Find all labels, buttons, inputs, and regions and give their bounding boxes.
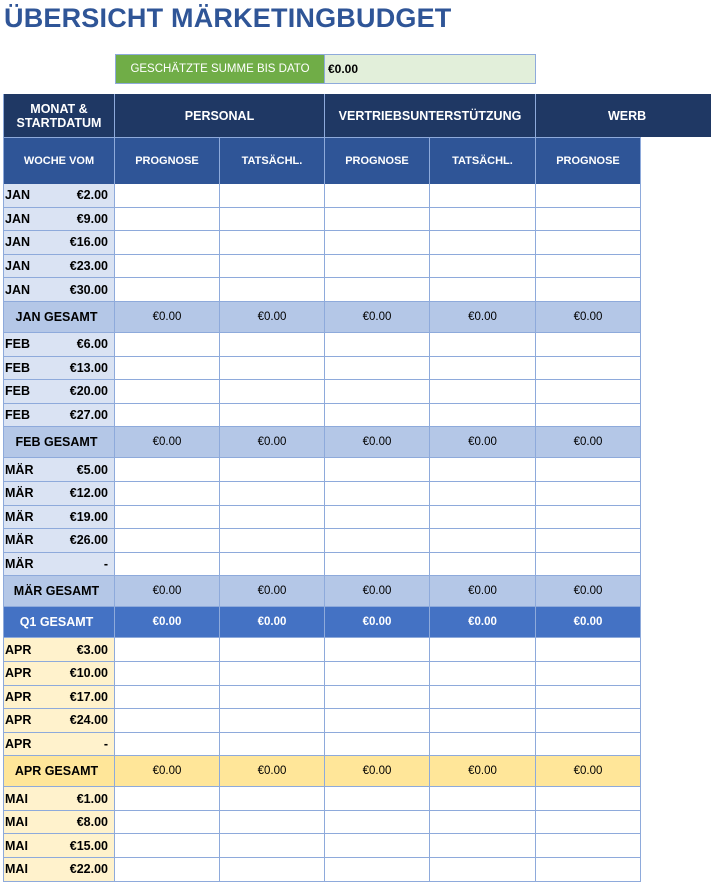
total-cell: €0.00	[115, 576, 220, 606]
total-cell: €0.00	[115, 607, 220, 637]
month-cell: MAI	[5, 815, 28, 830]
input-cell[interactable]	[430, 858, 536, 881]
month-cell: FEB	[5, 337, 30, 352]
total-cell: €0.00	[536, 302, 641, 332]
week-label	[3, 553, 115, 576]
quarter-total-row	[3, 607, 641, 638]
week-date-cell: €15.00	[69, 838, 108, 853]
table-row	[3, 662, 641, 686]
total-cell: €0.00	[220, 576, 325, 606]
input-cell[interactable]	[115, 357, 220, 380]
input-cell[interactable]	[325, 638, 430, 661]
input-cell[interactable]	[430, 638, 536, 661]
input-cell[interactable]	[325, 458, 430, 481]
input-cell[interactable]	[430, 380, 536, 403]
week-label	[3, 858, 115, 881]
input-cell[interactable]	[115, 458, 220, 481]
month-cell: FEB	[5, 408, 30, 423]
input-cell[interactable]	[430, 529, 536, 552]
month-cell: JAN	[5, 188, 31, 203]
input-cell[interactable]	[115, 529, 220, 552]
input-cell[interactable]	[115, 638, 220, 661]
input-cell[interactable]	[325, 834, 430, 857]
subtotal-row	[3, 427, 641, 458]
total-label: FEB GESAMT	[3, 427, 115, 457]
input-cell[interactable]	[536, 184, 641, 207]
week-date-cell: €26.00	[69, 533, 108, 548]
table-row	[3, 638, 641, 662]
week-label	[3, 662, 115, 685]
input-cell[interactable]	[325, 787, 430, 810]
input-cell[interactable]	[325, 184, 430, 207]
input-cell[interactable]	[325, 333, 430, 356]
input-cell[interactable]	[115, 662, 220, 685]
week-date-cell: €16.00	[69, 235, 108, 250]
week-label	[3, 404, 115, 427]
input-cell[interactable]	[220, 482, 325, 505]
input-cell[interactable]	[325, 482, 430, 505]
week-date-cell: €13.00	[69, 360, 108, 375]
input-cell[interactable]	[325, 278, 430, 301]
week-label	[3, 278, 115, 301]
week-label	[3, 184, 115, 207]
month-cell: JAN	[5, 259, 31, 274]
input-cell[interactable]	[325, 662, 430, 685]
input-cell[interactable]	[220, 231, 325, 254]
table-row	[3, 506, 641, 530]
input-cell[interactable]	[115, 686, 220, 709]
input-cell[interactable]	[115, 333, 220, 356]
total-cell: €0.00	[430, 756, 536, 786]
input-cell[interactable]	[115, 787, 220, 810]
total-cell: €0.00	[115, 427, 220, 457]
week-date-cell: €6.00	[76, 337, 108, 352]
subtotal-row	[3, 302, 641, 333]
total-label: MÄR GESAMT	[3, 576, 115, 606]
input-cell[interactable]	[325, 858, 430, 881]
table-row	[3, 787, 641, 811]
header-forecast: PROGNOSE	[325, 137, 430, 184]
table-row	[3, 255, 641, 279]
table-row	[3, 482, 641, 506]
input-cell[interactable]	[536, 686, 641, 709]
total-cell: €0.00	[220, 302, 325, 332]
total-cell: €0.00	[220, 607, 325, 637]
input-cell[interactable]	[220, 638, 325, 661]
input-cell[interactable]	[430, 255, 536, 278]
table-row	[3, 404, 641, 428]
total-cell: €0.00	[536, 576, 641, 606]
input-cell[interactable]	[536, 733, 641, 756]
input-cell[interactable]	[536, 811, 641, 834]
week-label	[3, 638, 115, 661]
week-label	[3, 333, 115, 356]
input-cell[interactable]	[430, 686, 536, 709]
month-cell: FEB	[5, 384, 30, 399]
table-row	[3, 709, 641, 733]
input-cell[interactable]	[325, 811, 430, 834]
input-cell[interactable]	[115, 834, 220, 857]
input-cell[interactable]	[220, 184, 325, 207]
subtotal-row	[3, 756, 641, 787]
input-cell[interactable]	[115, 380, 220, 403]
total-cell: €0.00	[220, 756, 325, 786]
input-cell[interactable]	[115, 184, 220, 207]
input-cell[interactable]	[325, 255, 430, 278]
input-cell[interactable]	[430, 208, 536, 231]
input-cell[interactable]	[325, 404, 430, 427]
total-cell: €0.00	[430, 576, 536, 606]
input-cell[interactable]	[220, 357, 325, 380]
input-cell[interactable]	[220, 686, 325, 709]
month-cell: MÄR	[5, 462, 34, 477]
table-row	[3, 357, 641, 381]
input-cell[interactable]	[220, 380, 325, 403]
total-label: Q1 GESAMT	[3, 607, 115, 637]
month-cell: APR	[5, 689, 32, 704]
input-cell[interactable]	[536, 638, 641, 661]
month-cell: MAI	[5, 862, 28, 877]
table-row	[3, 858, 641, 882]
month-cell: APR	[5, 736, 32, 751]
table-row	[3, 184, 641, 208]
input-cell[interactable]	[220, 458, 325, 481]
week-label	[3, 255, 115, 278]
total-cell: €0.00	[536, 756, 641, 786]
header-month-start: MONAT & STARTDATUM	[3, 94, 115, 137]
month-cell: MÄR	[5, 486, 34, 501]
input-cell[interactable]	[536, 333, 641, 356]
input-cell[interactable]	[220, 553, 325, 576]
week-date-cell: €12.00	[69, 486, 108, 501]
total-cell: €0.00	[220, 427, 325, 457]
week-date-cell: €10.00	[69, 666, 108, 681]
input-cell[interactable]	[536, 482, 641, 505]
month-cell: MÄR	[5, 557, 34, 572]
total-cell: €0.00	[325, 576, 430, 606]
input-cell[interactable]	[536, 208, 641, 231]
total-label: APR GESAMT	[3, 756, 115, 786]
subtotal-row	[3, 576, 641, 607]
week-date-cell: €19.00	[69, 509, 108, 524]
total-cell: €0.00	[115, 302, 220, 332]
week-date-cell: €3.00	[76, 642, 108, 657]
input-cell[interactable]	[220, 208, 325, 231]
input-cell[interactable]	[536, 709, 641, 732]
week-date-cell: €20.00	[69, 384, 108, 399]
total-cell: €0.00	[325, 302, 430, 332]
month-cell: FEB	[5, 360, 30, 375]
input-cell[interactable]	[430, 811, 536, 834]
input-cell[interactable]	[430, 787, 536, 810]
week-date-cell: €30.00	[69, 282, 108, 297]
input-cell[interactable]	[536, 858, 641, 881]
input-cell[interactable]	[325, 709, 430, 732]
header-group-personal: PERSONAL	[115, 94, 325, 137]
header-forecast: PROGNOSE	[115, 137, 220, 184]
input-cell[interactable]	[220, 404, 325, 427]
total-cell: €0.00	[536, 427, 641, 457]
input-cell[interactable]	[325, 553, 430, 576]
input-cell[interactable]	[430, 553, 536, 576]
week-label	[3, 686, 115, 709]
input-cell[interactable]	[220, 506, 325, 529]
table-row	[3, 553, 641, 577]
budget-table	[3, 184, 641, 882]
input-cell[interactable]	[325, 506, 430, 529]
week-date-cell: €24.00	[69, 713, 108, 728]
input-cell[interactable]	[115, 482, 220, 505]
input-cell[interactable]	[430, 184, 536, 207]
input-cell[interactable]	[536, 404, 641, 427]
week-date-cell: €9.00	[76, 211, 108, 226]
table-row	[3, 278, 641, 302]
input-cell[interactable]	[536, 231, 641, 254]
table-row	[3, 686, 641, 710]
input-cell[interactable]	[115, 733, 220, 756]
input-cell[interactable]	[115, 811, 220, 834]
total-cell: €0.00	[430, 607, 536, 637]
input-cell[interactable]	[536, 662, 641, 685]
table-row	[3, 733, 641, 757]
week-label	[3, 380, 115, 403]
week-date-cell: €1.00	[76, 791, 108, 806]
week-date-cell: -	[103, 557, 108, 572]
month-cell: APR	[5, 713, 32, 728]
input-cell[interactable]	[430, 231, 536, 254]
week-label	[3, 709, 115, 732]
input-cell[interactable]	[325, 733, 430, 756]
week-label	[3, 834, 115, 857]
week-label	[3, 458, 115, 481]
input-cell[interactable]	[536, 357, 641, 380]
input-cell[interactable]	[325, 529, 430, 552]
input-cell[interactable]	[220, 662, 325, 685]
header-forecast: PROGNOSE	[536, 137, 641, 184]
week-label	[3, 733, 115, 756]
input-cell[interactable]	[220, 811, 325, 834]
input-cell[interactable]	[325, 208, 430, 231]
input-cell[interactable]	[115, 506, 220, 529]
input-cell[interactable]	[536, 255, 641, 278]
header-actual: TATSÄCHL.	[220, 137, 325, 184]
month-cell: MAI	[5, 838, 28, 853]
input-cell[interactable]	[430, 662, 536, 685]
input-cell[interactable]	[430, 834, 536, 857]
input-cell[interactable]	[220, 733, 325, 756]
week-date-cell: €22.00	[69, 862, 108, 877]
month-cell: JAN	[5, 211, 31, 226]
month-cell: JAN	[5, 282, 31, 297]
input-cell[interactable]	[430, 357, 536, 380]
input-cell[interactable]	[430, 333, 536, 356]
table-row	[3, 529, 641, 553]
estimated-total-label: GESCHÄTZTE SUMME BIS DATO	[115, 54, 325, 84]
week-label	[3, 506, 115, 529]
input-cell[interactable]	[430, 482, 536, 505]
input-cell[interactable]	[115, 553, 220, 576]
input-cell[interactable]	[536, 787, 641, 810]
table-row	[3, 208, 641, 232]
input-cell[interactable]	[325, 686, 430, 709]
week-date-cell: €17.00	[69, 689, 108, 704]
input-cell[interactable]	[325, 357, 430, 380]
total-cell: €0.00	[430, 427, 536, 457]
month-cell: JAN	[5, 235, 31, 250]
table-row	[3, 811, 641, 835]
input-cell[interactable]	[536, 529, 641, 552]
week-label	[3, 811, 115, 834]
week-label	[3, 529, 115, 552]
input-cell[interactable]	[220, 278, 325, 301]
input-cell[interactable]	[115, 255, 220, 278]
input-cell[interactable]	[536, 380, 641, 403]
month-cell: MAI	[5, 791, 28, 806]
input-cell[interactable]	[115, 404, 220, 427]
input-cell[interactable]	[536, 834, 641, 857]
table-row	[3, 333, 641, 357]
week-date-cell: -	[103, 736, 108, 751]
input-cell[interactable]	[115, 858, 220, 881]
input-cell[interactable]	[430, 506, 536, 529]
week-date-cell: €8.00	[76, 815, 108, 830]
input-cell[interactable]	[325, 231, 430, 254]
input-cell[interactable]	[536, 278, 641, 301]
week-label	[3, 231, 115, 254]
header-actual: TATSÄCHL.	[430, 137, 536, 184]
week-label	[3, 357, 115, 380]
estimated-total-value[interactable]: €0.00	[325, 54, 536, 84]
total-cell: €0.00	[325, 756, 430, 786]
month-cell: APR	[5, 642, 32, 657]
input-cell[interactable]	[430, 404, 536, 427]
input-cell[interactable]	[220, 333, 325, 356]
input-cell[interactable]	[536, 458, 641, 481]
input-cell[interactable]	[536, 553, 641, 576]
month-cell: MÄR	[5, 533, 34, 548]
header-week-of: WOCHE VOM	[3, 137, 115, 184]
table-row	[3, 380, 641, 404]
week-label	[3, 787, 115, 810]
input-cell[interactable]	[220, 858, 325, 881]
input-cell[interactable]	[220, 529, 325, 552]
header-group-sales-support: VERTRIEBSUNTERSTÜTZUNG	[325, 94, 536, 137]
input-cell[interactable]	[220, 834, 325, 857]
input-cell[interactable]	[430, 458, 536, 481]
input-cell[interactable]	[220, 709, 325, 732]
week-label	[3, 482, 115, 505]
input-cell[interactable]	[430, 278, 536, 301]
week-date-cell: €2.00	[76, 188, 108, 203]
total-cell: €0.00	[430, 302, 536, 332]
input-cell[interactable]	[115, 208, 220, 231]
week-date-cell: €27.00	[69, 408, 108, 423]
total-cell: €0.00	[325, 427, 430, 457]
input-cell[interactable]	[220, 255, 325, 278]
input-cell[interactable]	[115, 709, 220, 732]
input-cell[interactable]	[115, 278, 220, 301]
header-group-advertising: WERB	[536, 94, 711, 137]
input-cell[interactable]	[536, 506, 641, 529]
input-cell[interactable]	[220, 787, 325, 810]
table-row	[3, 231, 641, 255]
input-cell[interactable]	[430, 733, 536, 756]
input-cell[interactable]	[115, 231, 220, 254]
week-date-cell: €5.00	[76, 462, 108, 477]
page-title: ÜBERSICHT MÄRKETINGBUDGET	[4, 3, 452, 33]
total-cell: €0.00	[325, 607, 430, 637]
table-row	[3, 458, 641, 482]
total-cell: €0.00	[115, 756, 220, 786]
month-cell: APR	[5, 666, 32, 681]
input-cell[interactable]	[325, 380, 430, 403]
input-cell[interactable]	[430, 709, 536, 732]
week-label	[3, 208, 115, 231]
week-date-cell: €23.00	[69, 259, 108, 274]
total-label: JAN GESAMT	[3, 302, 115, 332]
month-cell: MÄR	[5, 509, 34, 524]
total-cell: €0.00	[536, 607, 641, 637]
table-row	[3, 834, 641, 858]
